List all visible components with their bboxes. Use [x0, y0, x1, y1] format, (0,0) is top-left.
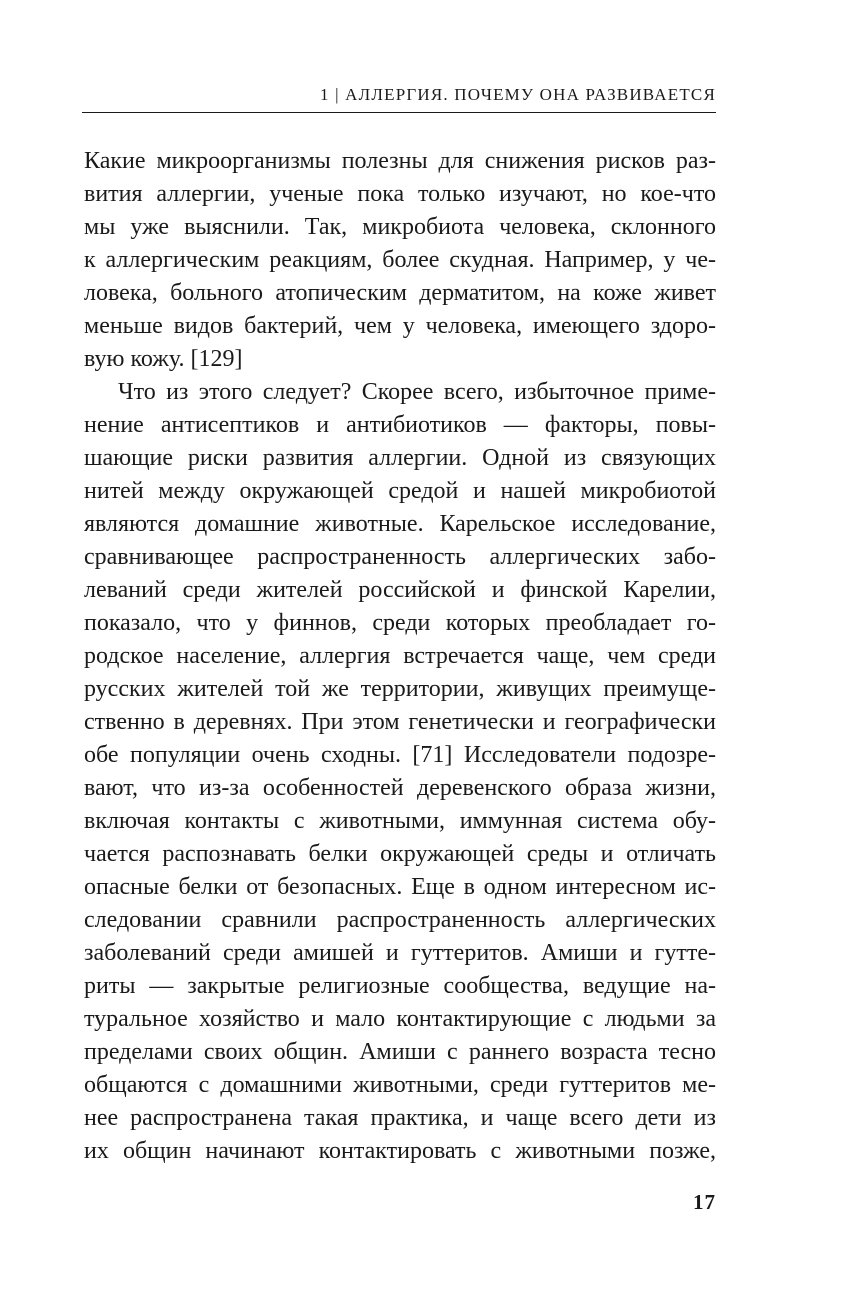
- text-line: риты — закрытые религиозные сообщества, ведущие на-: [84, 973, 716, 999]
- text-line: мы уже выяснили. Так, микробиота человека, склонного: [84, 214, 716, 240]
- text-line: нее распространена такая практика, и чаще всего дети из: [84, 1105, 716, 1131]
- text-line: вают, что из-за особенностей деревенского образа жизни,: [84, 775, 716, 801]
- paragraph-1: [84, 145, 716, 376]
- text-line: пределами своих общин. Амиши с раннего возраста тесно: [84, 1039, 716, 1065]
- text-line: Какие микроорганизмы полезны для снижения рисков раз-: [84, 148, 716, 174]
- text-line: следовании сравнили распространенность аллергических: [84, 907, 716, 933]
- text-line: общаются с домашними животными, среди гуттеритов ме-: [84, 1072, 716, 1098]
- text-line: леваний среди жителей российской и финской Карелии,: [84, 577, 716, 603]
- text-line: ственно в деревнях. При этом генетически и географически: [84, 709, 716, 735]
- paragraph-2: [84, 376, 716, 1168]
- text-line: являются домашние животные. Карельское исследование,: [84, 511, 716, 537]
- text-line: чается распознавать белки окружающей среды и отличать: [84, 841, 716, 867]
- text-line: сравнивающее распространенность аллергических забо-: [84, 544, 716, 570]
- body-text: [84, 145, 716, 1168]
- text-line: их общин начинают контактировать с животными позже,: [84, 1138, 716, 1164]
- text-line: вития аллергии, ученые пока только изучают, но кое-что: [84, 181, 716, 207]
- text-line: показало, что у финнов, среди которых преобладает го-: [84, 610, 716, 636]
- page-number: 17: [693, 1190, 716, 1214]
- text-line: нитей между окружающей средой и нашей микробиотой: [84, 478, 716, 504]
- running-head: 1 | АЛЛЕРГИЯ. ПОЧЕМУ ОНА РАЗВИВАЕТСЯ: [319, 85, 716, 104]
- text-line: шающие риски развития аллергии. Одной из связующих: [84, 445, 716, 471]
- text-line: обе популяции очень сходны. [71] Исследователи подозре-: [84, 742, 716, 768]
- text-line: включая контакты с животными, иммунная система обу-: [84, 808, 716, 834]
- header-rule: [82, 112, 716, 113]
- text-line: родское население, аллергия встречается чаще, чем среди: [84, 643, 716, 669]
- text-line: Что из этого следует? Скорее всего, избыточное приме-: [118, 379, 716, 405]
- text-line: туральное хозяйство и мало контактирующие с людьми за: [84, 1006, 716, 1032]
- text-line: ловека, больного атопическим дерматитом, на коже живет: [84, 280, 716, 306]
- text-line: русских жителей той же территории, живущих преимуще-: [84, 676, 716, 702]
- text-line: нение антисептиков и антибиотиков — факторы, повы-: [84, 412, 716, 438]
- text-line: опасные белки от безопасных. Еще в одном интересном ис-: [84, 874, 716, 900]
- text-line: заболеваний среди амишей и гуттеритов. Амиши и гутте-: [84, 940, 716, 966]
- text-line: вую кожу. [129]: [84, 346, 243, 372]
- text-line: к аллергическим реакциям, более скудная. Например, у че-: [84, 247, 716, 273]
- text-line: меньше видов бактерий, чем у человека, имеющего здоро-: [84, 313, 716, 339]
